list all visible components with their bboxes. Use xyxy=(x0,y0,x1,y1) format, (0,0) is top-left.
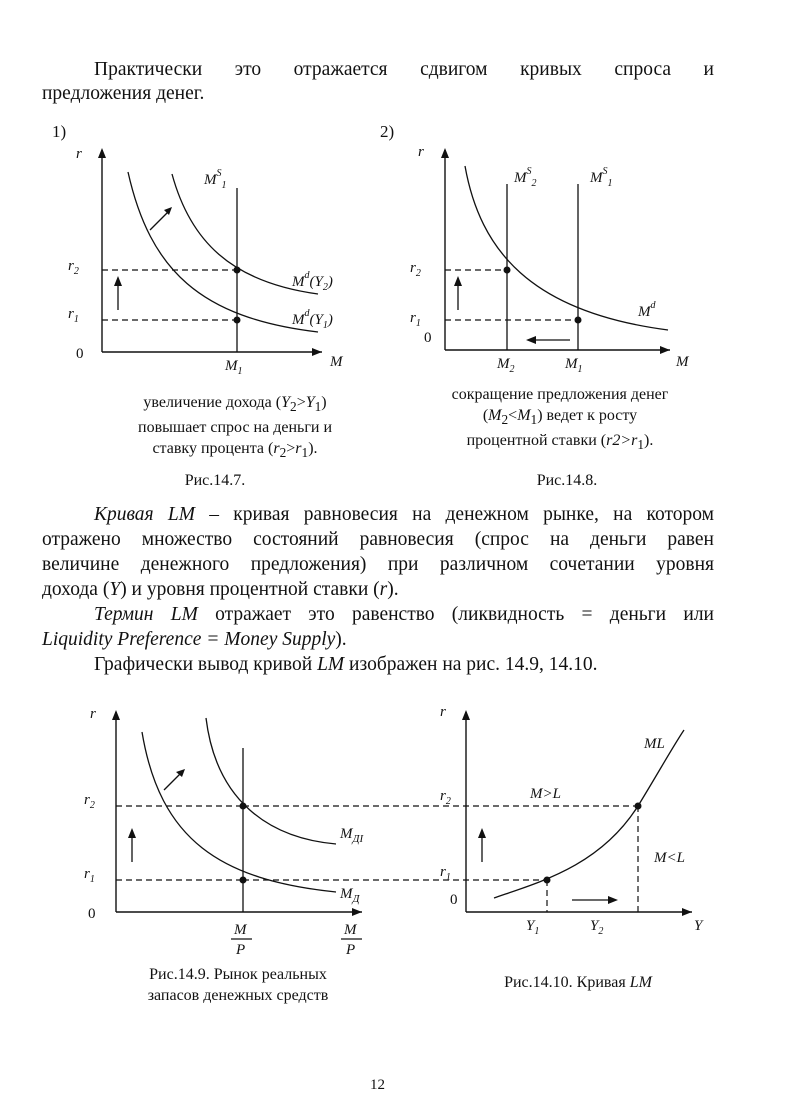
fig2-m1-label: $M_1$ xyxy=(565,356,583,375)
fig3-r-label: r xyxy=(90,706,96,722)
fig4-ml-label: ML xyxy=(644,736,665,752)
fig2-label: Рис.14.8. xyxy=(536,472,598,489)
svg-text:P: P xyxy=(236,942,246,958)
definition-line-2: отражено множество состояний равновесия (спрос на деньги равен xyxy=(42,529,714,550)
fig4-r-label: r xyxy=(440,704,446,720)
fig3-r1-label: $r_1$ xyxy=(84,866,95,885)
fig2-md-label: $M^d$ xyxy=(638,300,656,320)
fig2-r2-label: $r_2$ xyxy=(410,260,421,279)
definition-line-3: величине денежного предложения) при различном сочетании уровня xyxy=(42,554,714,575)
fig2-r1-label: $r_1$ xyxy=(410,310,421,329)
fig4-r1-label: $r_1$ xyxy=(440,864,451,883)
page-number: 12 xyxy=(370,1077,385,1093)
fig2-m-axis: M xyxy=(676,354,689,370)
fig1-md-y2-label: $M^d(Y_2)$ xyxy=(292,270,333,293)
fig1-r2-label: $r_2$ xyxy=(68,258,79,277)
fig4-point-y2 xyxy=(635,803,642,810)
fig2-caption: сокращение предложения денег $(M_2<M_1)$ ведет к росту процентной ставки $(r2>r_1)$. xyxy=(451,386,669,453)
fig1-r1-label: $r_1$ xyxy=(68,306,79,325)
fig3-caption: Рис.14.9. Рынок реальных запасов денежных средств xyxy=(147,966,329,1004)
fig1-m-axis: M xyxy=(330,354,343,370)
fig4-r2-label: $r_2$ xyxy=(440,788,451,807)
svg-text:P: P xyxy=(346,942,356,958)
fig1-zero: 0 xyxy=(76,346,84,362)
fig3-zero: 0 xyxy=(88,906,96,922)
fig4-m-lt-l: M<L xyxy=(654,850,685,866)
definition-line-1: Кривая LM – кривая равновесия на денежном рынке, на котором xyxy=(94,504,714,525)
fig1-r-label: r xyxy=(76,146,82,162)
fig4-caption: Рис.14.10. Кривая LM xyxy=(504,974,652,991)
fig4-y2-label: $Y_2$ xyxy=(590,918,604,937)
definition-line-4: дохода (Y) и уровня процентной ставки (r). xyxy=(42,579,399,600)
fig2-m2-label: $M_2$ xyxy=(497,356,515,375)
intro-line-2: предложения денег. xyxy=(42,83,205,104)
fig3-r2-label: $r_2$ xyxy=(84,792,95,811)
panel-label-2: 2) xyxy=(380,122,395,141)
fig1-m1-label: $M_1$ xyxy=(225,358,243,377)
fig2-r-label: r xyxy=(418,144,424,160)
fig1-label: Рис.14.7. xyxy=(184,472,246,489)
fig1-md-y1-label: $M^d(Y_1)$ xyxy=(292,308,333,331)
term-line-1: Термин LM отражает это равенство (ликвидность = деньги или xyxy=(94,604,714,625)
fig1-caption: увеличение дохода $(Y_2>Y_1)$ повышает спрос на деньги и ставку процента $(r_2>r_1)$. xyxy=(138,394,332,461)
panel-label-1: 1) xyxy=(52,122,67,141)
intro-line-1: Практически это отражается сдвигом кривых спроса и xyxy=(94,59,714,80)
fig3-mdi-label: $M_{ДI}$ xyxy=(340,826,364,845)
graphic-line: Графически вывод кривой LM изображен на рис. 14.9, 14.10. xyxy=(94,654,598,675)
fig2-zero: 0 xyxy=(424,330,432,346)
term-line-2: Liquidity Preference = Money Supply). xyxy=(42,629,347,650)
fig4-y-axis: Y xyxy=(694,918,703,934)
fig4-point-y1 xyxy=(544,877,551,884)
fig4-lm-curve xyxy=(494,730,684,898)
fig4-zero: 0 xyxy=(450,892,458,908)
fig1-ms1-label: $M^S_1$ xyxy=(204,168,227,191)
fig4-y1-label: $Y_1$ xyxy=(526,918,540,937)
fig4-m-gt-l: M>L xyxy=(530,786,561,802)
svg-text:M: M xyxy=(344,922,357,938)
svg-text:M: M xyxy=(234,922,247,938)
fig3-md-label: $M_Д$ xyxy=(340,886,360,905)
fig2-ms2-label: $M^S_2$ xyxy=(514,166,537,189)
fig2-ms1-label: $M^S_1$ xyxy=(590,166,613,189)
